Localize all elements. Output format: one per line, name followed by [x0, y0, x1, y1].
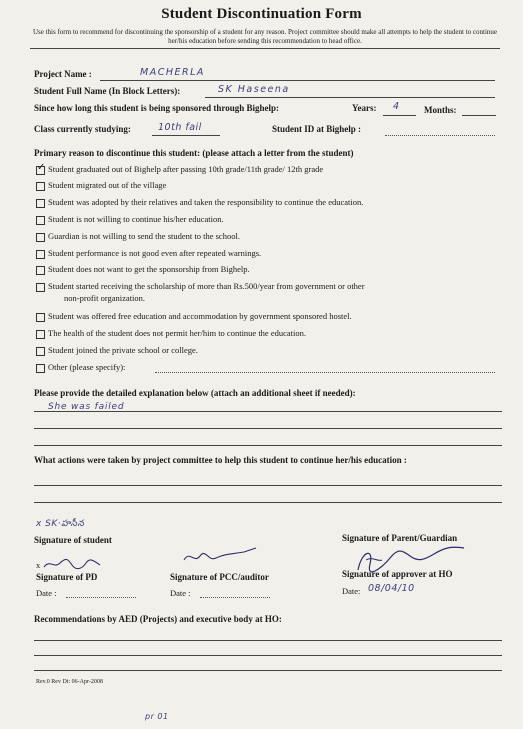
reason-label-9: The health of the student does not permit her/him to continue the education.	[48, 328, 307, 338]
pd-date-line	[66, 597, 136, 598]
reason-label-6: Student does not want to get the sponsorship from Bighelp.	[48, 264, 250, 274]
reason-checkbox-5[interactable]	[36, 250, 45, 259]
pcc-date-label: Date :	[170, 588, 191, 598]
reason-checkbox-11[interactable]	[36, 364, 45, 373]
actions-line-1	[34, 485, 502, 486]
reasons-heading: Primary reason to discontinue this student: (please attach a letter from the student)	[34, 148, 354, 158]
reason-checkbox-8[interactable]	[36, 313, 45, 322]
pd-signature-scribble	[42, 555, 102, 573]
pd-date-label: Date :	[36, 588, 57, 598]
pcc-signature-label: Signature of PCC/auditor	[170, 572, 269, 582]
actions-label: What actions were taken by project committee to help this student to continue her/his education :	[34, 455, 407, 465]
pd-signature-label: Signature of PD	[36, 572, 98, 582]
revision-note: Rev.0 Rev Dt: 06-Apr-2008	[36, 679, 103, 685]
student-signature-value[interactable]: x SK·హసీన	[36, 519, 85, 529]
reason-label-0: Student graduated out of Bighelp after passing 10th grade/11th grade/ 12th grade	[48, 164, 324, 174]
project-name-line	[100, 80, 495, 81]
recommendations-line-1	[34, 640, 502, 641]
reason-label-5: Student performance is not good even after repeated warnings.	[48, 248, 262, 258]
form-title: Student Discontinuation Form	[161, 6, 362, 22]
months-line	[462, 115, 496, 116]
explanation-value[interactable]: She was failed	[48, 402, 125, 412]
recommendations-line-3	[34, 670, 502, 671]
reason-checkbox-10[interactable]	[36, 347, 45, 356]
reason-label-4: Guardian is not willing to send the student to the school.	[48, 231, 240, 241]
reason-label-7-cont: non-profit organization.	[64, 293, 146, 303]
class-line	[152, 135, 220, 136]
reason-checkbox-1[interactable]	[36, 182, 45, 191]
student-name-label: Student Full Name (In Block Letters):	[34, 86, 181, 96]
reason-label-1: Student migrated out of the village	[48, 180, 167, 190]
parent-signature-label: Signature of Parent/Guardian	[342, 533, 458, 543]
actions-line-2	[34, 502, 502, 503]
recommendations-label: Recommendations by AED (Projects) and executive body at HO:	[34, 614, 282, 624]
reason-checkbox-4[interactable]	[36, 233, 45, 242]
months-label: Months:	[424, 105, 457, 115]
reason-checkbox-9[interactable]	[36, 330, 45, 339]
pcc-date-line	[200, 597, 270, 598]
reason-label-8: Student was offered free education and accommodation by government sponsored hostel.	[48, 311, 352, 321]
project-name-label: Project Name :	[34, 69, 92, 79]
reason-label-10: Student joined the private school or college.	[48, 345, 198, 355]
page-note: pr 01	[145, 712, 169, 721]
approver-signature-label: Signature of approver at HO	[342, 569, 453, 579]
form-intro: Use this form to recommend for discontinuing the sponsorship of a student for any reason. Project committee should make all attempts to help the student to continue her/his education before sending this recommendation to head office.	[32, 28, 498, 45]
student-name-value[interactable]: SK Haseena	[218, 84, 290, 95]
since-label: Since how long this student is being sponsored through Bighelp:	[34, 103, 279, 113]
other-specify-line	[155, 372, 495, 373]
reason-label-2: Student was adopted by their relatives and taken the responsibility to continue the education.	[48, 197, 364, 207]
years-line	[383, 115, 416, 116]
class-value[interactable]: 10th fail	[158, 122, 202, 133]
reason-label-11: Other (please specify):	[48, 362, 126, 372]
intro-divider	[30, 48, 500, 49]
check-mark-icon: ✓	[37, 162, 46, 173]
pd-x-mark: x	[36, 560, 41, 570]
explanation-line-1	[34, 411, 502, 412]
years-label: Years:	[352, 103, 377, 113]
explanation-line-3	[34, 445, 502, 446]
reason-label-3: Student is not willing to continue his/her education.	[48, 214, 224, 224]
student-name-line	[205, 97, 495, 98]
student-signature-label: Signature of student	[34, 535, 112, 545]
class-label: Class currently studying:	[34, 124, 131, 134]
reason-label-7: Student started receiving the scholarship of more than Rs.500/year from government or other	[48, 281, 365, 291]
reason-checkbox-7[interactable]	[36, 283, 45, 292]
reason-checkbox-3[interactable]	[36, 216, 45, 225]
explanation-label: Please provide the detailed explanation below (attach an additional sheet if needed):	[34, 388, 356, 398]
pcc-signature-scribble	[180, 546, 260, 568]
ho-date-value[interactable]: 08/04/10	[368, 583, 415, 594]
recommendations-line-2	[34, 655, 502, 656]
years-value[interactable]: 4	[393, 101, 401, 112]
project-name-value[interactable]: MACHERLA	[140, 67, 205, 78]
reason-checkbox-6[interactable]	[36, 266, 45, 275]
student-id-line	[385, 135, 495, 136]
reason-checkbox-2[interactable]	[36, 199, 45, 208]
student-id-label: Student ID at Bighelp :	[272, 124, 362, 134]
ho-date-label: Date:	[342, 586, 361, 596]
explanation-line-2	[34, 428, 502, 429]
